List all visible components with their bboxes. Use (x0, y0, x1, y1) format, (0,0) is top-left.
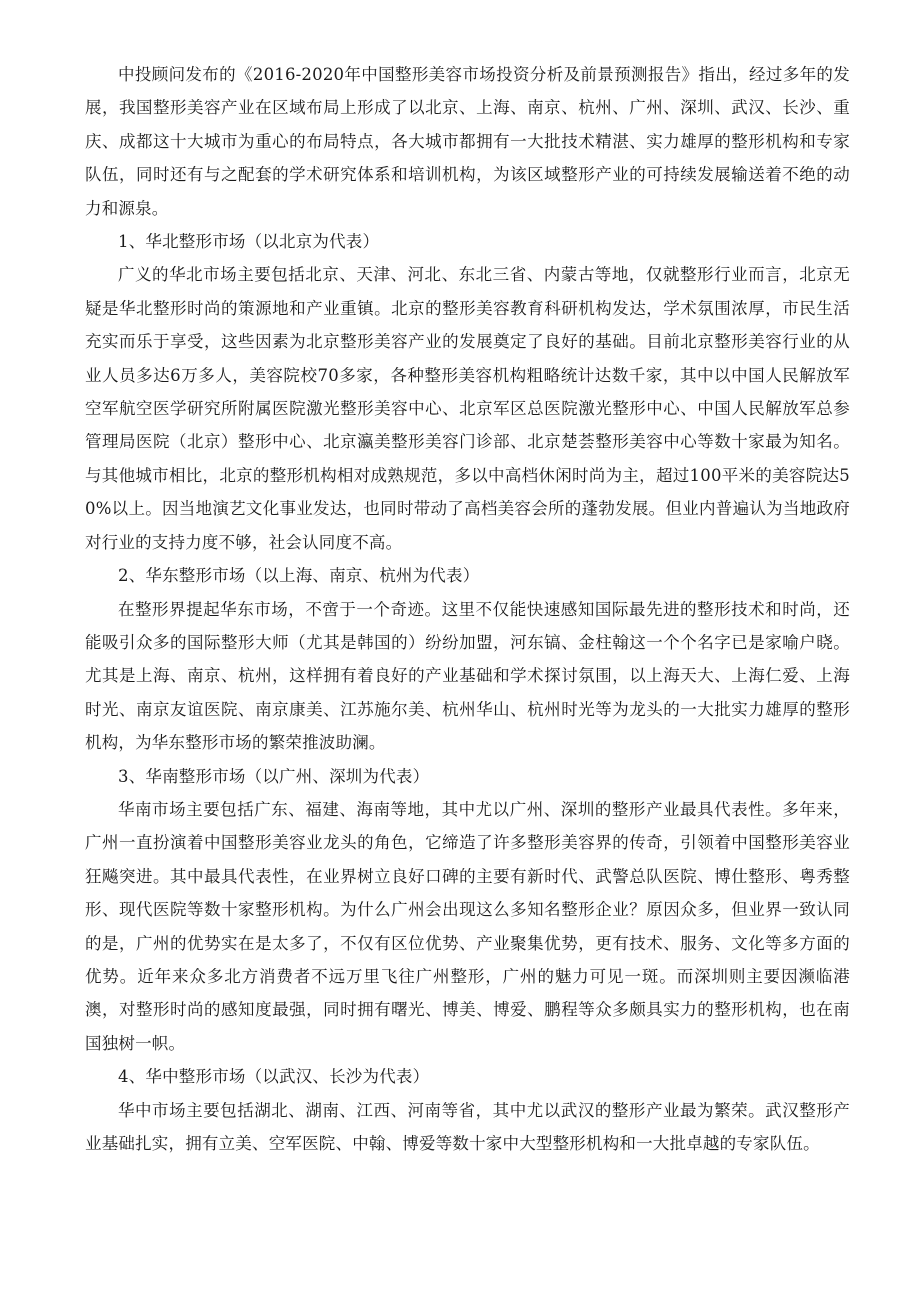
document-body (85, 58, 850, 1160)
central-china-paragraph: 华中市场主要包括湖北、湖南、江西、河南等省，其中尤以武汉的整形产业最为繁荣。武汉整形产业基础扎实，拥有立美、空军医院、中翰、博爱等数十家中大型整形机构和一大批卓越的专家队伍。 (85, 1100, 850, 1153)
north-china-paragraph: 广义的华北市场主要包括北京、天津、河北、东北三省、内蒙古等地，仅就整形行业而言，北京无疑是华北整形时尚的策源地和产业重镇。北京的整形美容教育科研机构发达，学术氛围浓厚，市民生活充实而乐于享受，这些因素为北京整形美容产业的发展奠定了良好的基础。目前北京整形美容行业的从业人员多达6万多人，美容院校70多家，各种整形美容机构粗略统计达数千家，其中以中国人民解放军空军航空医学研究所附属医院激光整形美容中心、北京军区总医院激光整形中心、中国人民解放军总参管理局医院（北京）整形中心、北京瀛美整形美容门诊部、北京楚荟整形美容中心等数十家最为知名。与其他城市相比，北京的整形机构相对成熟规范，多以中高档休闲时尚为主，超过100平米的美容院达50%以上。因当地演艺文化事业发达，也同时带动了高档美容会所的蓬勃发展。但业内普遍认为当地政府对行业的支持力度不够，社会认同度不高。 (85, 265, 850, 552)
section-heading-south-china: 3、华南整形市场（以广州、深圳为代表） (118, 766, 430, 786)
section-heading-north-china: 1、华北整形市场（以北京为代表） (118, 232, 380, 252)
south-china-paragraph: 华南市场主要包括广东、福建、海南等地，其中尤以广州、深圳的整形产业最具代表性。多年来，广州一直扮演着中国整形美容业龙头的角色，它缔造了许多整形美容界的传奇，引领着中国整形美容业狂飚突进。其中最具代表性，在业界树立良好口碑的主要有新时代、武警总队医院、博仕整形、粤秀整形、现代医院等数十家整形机构。为什么广州会出现这么多知名整形企业？原因众多，但业界一致认同的是，广州的优势实在是太多了，不仅有区位优势、产业聚集优势，更有技术、服务、文化等多方面的优势。近年来众多北方消费者不远万里飞往广州整形，广州的魅力可见一斑。而深圳则主要因濒临港澳，对整形时尚的感知度最强，同时拥有曙光、博美、博爱、鹏程等众多颇具实力的整形机构，也在南国独树一帜。 (85, 799, 850, 1053)
intro-paragraph: 中投顾问发布的《2016-2020年中国整形美容市场投资分析及前景预测报告》指出，经过多年的发展，我国整形美容产业在区域布局上形成了以北京、上海、南京、杭州、广州、深圳、武汉、长沙、重庆、成都这十大城市为重心的布局特点，各大城市都拥有一大批技术精湛、实力雄厚的整形机构和专家队伍，同时还有与之配套的学术研究体系和培训机构，为该区域整形产业的可持续发展输送着不绝的动力和源泉。 (85, 65, 850, 218)
east-china-paragraph: 在整形界提起华东市场，不啻于一个奇迹。这里不仅能快速感知国际最先进的整形技术和时尚，还能吸引众多的国际整形大师（尤其是韩国的）纷纷加盟，河东镐、金柱翰这一个个名字已是家喻户晓。尤其是上海、南京、杭州，这样拥有着良好的产业基础和学术探讨氛围，以上海天大、上海仁爱、上海时光、南京友谊医院、南京康美、江苏施尔美、杭州华山、杭州时光等为龙头的一大批实力雄厚的整形机构，为华东整形市场的繁荣推波助澜。 (85, 599, 850, 753)
section-heading-east-china: 2、华东整形市场（以上海、南京、杭州为代表） (118, 566, 480, 586)
section-heading-central-china: 4、华中整形市场（以武汉、长沙为代表） (118, 1067, 430, 1087)
